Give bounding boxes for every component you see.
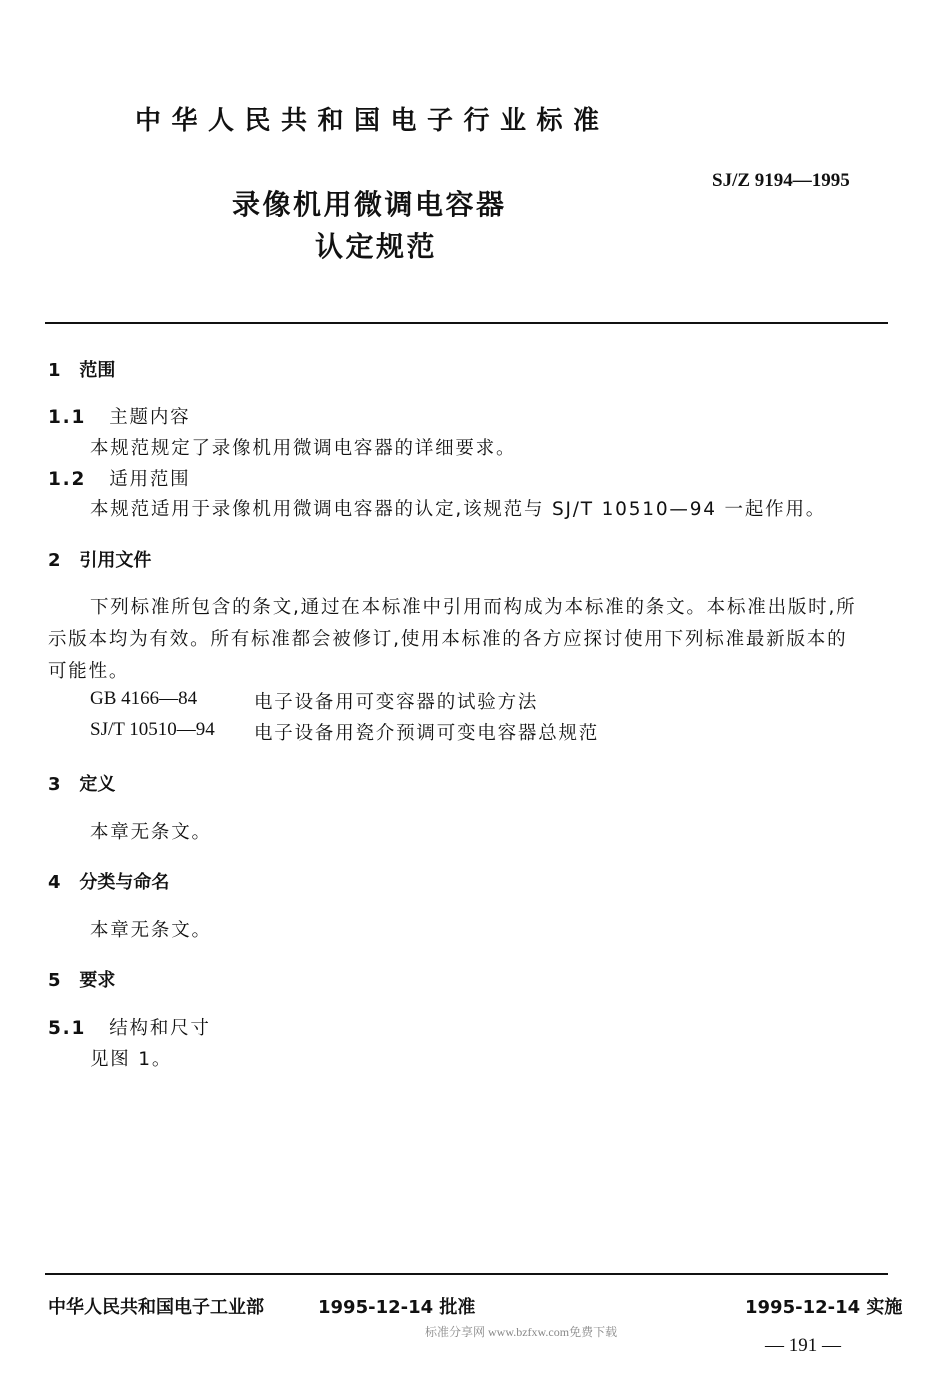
org-standard-heading: 中华人民共和国电子行业标准 — [135, 106, 610, 136]
effective-date: 1995-12-14 实施 — [745, 1297, 903, 1318]
issuer: 中华人民共和国电子工业部 — [48, 1297, 264, 1318]
reference-name: 电子设备用瓷介预调可变电容器总规范 — [254, 723, 600, 744]
section-5-1-heading: 5.1 结构和尺寸 — [48, 1018, 211, 1039]
section-2-heading: 2 引用文件 — [48, 550, 152, 571]
section-5-1-text: 见图 1。 — [90, 1049, 173, 1070]
section-3-text: 本章无条文。 — [90, 822, 212, 843]
section-3-heading: 3 定义 — [48, 774, 116, 795]
section-1-heading: 1 范围 — [48, 360, 116, 381]
header-rule — [45, 322, 888, 324]
reference-item: GB 4166—84 — [90, 688, 198, 709]
reference-name: 电子设备用可变容器的试验方法 — [254, 692, 539, 713]
section-1-1-text: 本规范规定了录像机用微调电容器的详细要求。 — [90, 438, 517, 459]
approval-date: 1995-12-14 批准 — [318, 1297, 476, 1318]
reference-item: SJ/T 10510—94 — [90, 719, 215, 740]
section-5-heading: 5 要求 — [48, 970, 116, 991]
page-number: — 191 — — [765, 1335, 841, 1356]
section-2-text-line: 示版本均为有效。所有标准都会被修订,使用本标准的各方应探讨使用下列标准最新版本的 — [48, 629, 848, 650]
section-1-2-heading: 1.2 适用范围 — [48, 469, 191, 490]
standard-code: SJ/Z 9194—1995 — [712, 170, 850, 191]
section-1-2-text: 本规范适用于录像机用微调电容器的认定,该规范与 SJ/T 10510—94 一起作用。 — [90, 499, 827, 520]
document-title: 录像机用微调电容器 — [232, 188, 507, 221]
section-4-text: 本章无条文。 — [90, 920, 212, 941]
footer-rule — [45, 1273, 888, 1275]
watermark: 标准分享网 www.bzfxw.com免费下载 — [425, 1325, 618, 1339]
section-4-heading: 4 分类与命名 — [48, 872, 170, 893]
section-2-text-line: 可能性。 — [48, 661, 130, 682]
document-subtitle: 认定规范 — [315, 230, 438, 263]
section-1-1-heading: 1.1 主题内容 — [48, 407, 191, 428]
section-2-text-line: 下列标准所包含的条文,通过在本标准中引用而构成为本标准的条文。本标准出版时,所 — [90, 597, 857, 618]
